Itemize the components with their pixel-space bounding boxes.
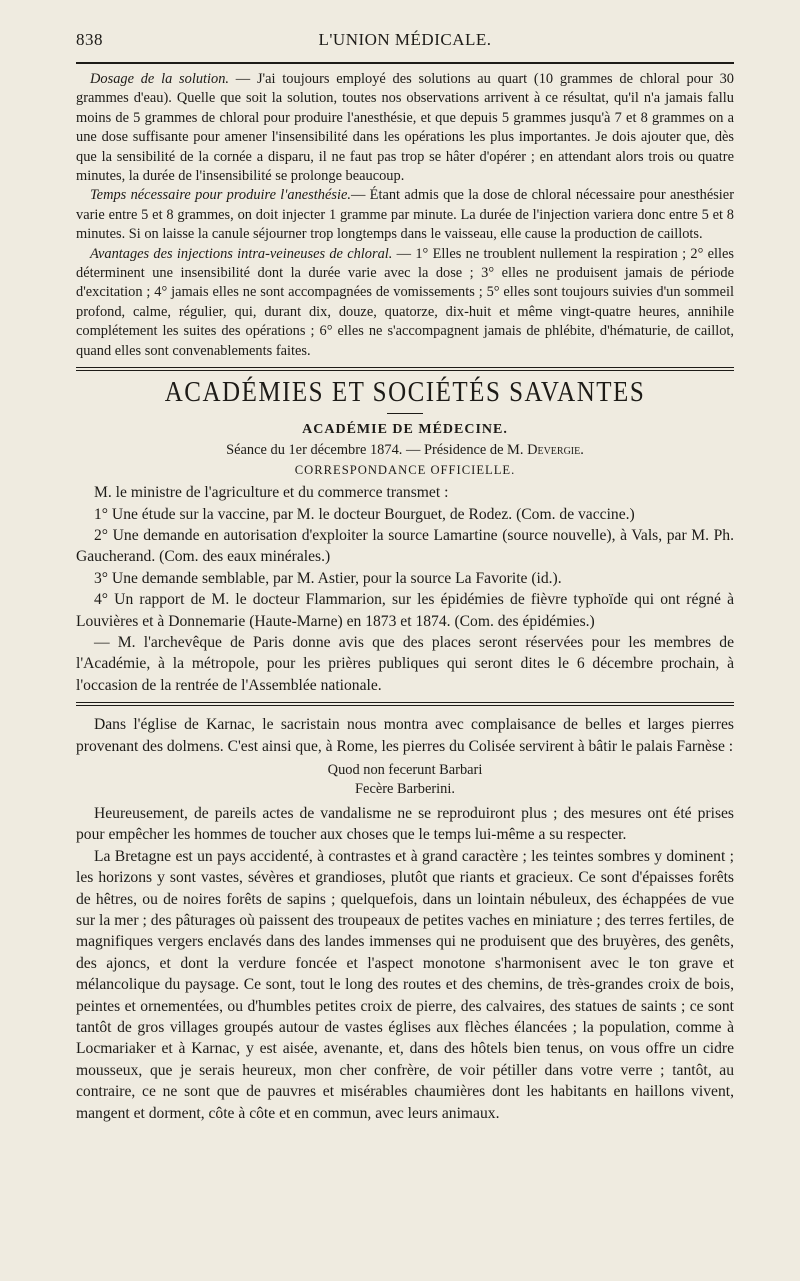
seance-line	[76, 442, 734, 459]
page-header	[76, 30, 734, 58]
correspondence-paragraph: 3° Une demande semblable, par M. Astier, pour la source La Favorite (id.).	[94, 569, 562, 587]
paragraph-dosage	[76, 70, 734, 186]
lead-in-dosage: Dosage de la solution.	[90, 71, 230, 87]
correspondence-paragraph: M. le ministre de l'agriculture et du commerce transmet :	[94, 484, 449, 502]
correspondence-paragraph: — M. l'archevêque de Paris donne avis que des places seront réservées pour les membres de l'Académie, à la métropole, pour les prières publiques qui seront dites le 6 décembre prochain, à l'occasion de la rentrée de l'Assemblée nationale.	[76, 633, 734, 694]
correspondence-paragraph: 2° Une demande en autorisation d'exploiter la source Lamartine (source nouvelle), à Vals, par M. Ph. Gaucherand. (Com. des eaux minérales.)	[76, 526, 734, 566]
section-divider	[76, 367, 734, 371]
paragraph-text: — J'ai toujours employé des solutions au quart (10 grammes de chloral pour 30 grammes d'eau). Quelle que soit la solution, toutes nos observations arrivent à ce résultat, qu'il n'a jamais fallu moins de 5 grammes de chloral pour produire l'anesthésie, et que depuis 5 grammes jusqu'à 7 et 8 grammes on a une dose suffisante pour amener l'insensibilité dans les opérations les plus importantes. Je dois ajouter que, dès que la sensibilité de la cornée a disparu, il ne faut pas trop se hâter d'opérer ; en attendant alors trois ou quatre minutes, la durée de l'insensibilité se prolonge beaucoup.	[76, 71, 735, 185]
paragraph-temps	[76, 186, 734, 244]
title-rule	[387, 413, 423, 414]
running-title: L'UNION MÉDICALE.	[318, 30, 492, 49]
feuilleton-paragraph: Dans l'église de Karnac, le sacristain nous montra avec complaisance de belles et larges pierres provenant des dolmens. C'est ainsi que, à Rome, les pierres du Colisée servirent à bâtir le palais Farnèse :	[76, 716, 734, 755]
feuilleton-paragraph: Heureusement, de pareils actes de vandalisme ne se reproduiront plus ; des mesures ont été prises pour empêcher les hommes de toucher aux choses que le temps lui-même a su respecter.	[76, 804, 734, 844]
feuilleton-paragraph: La Bretagne est un pays accidenté, à contrastes et à grand caractère ; les teintes sombres y dominent ; les horizons y sont vastes, sévères et grandioses, plutôt que riants et gracieux. Ce sont d'épaisses forêts de hêtres, ou de noires forêts de sapins ; quelquefois, dans un lointain nébuleux, des échappées de vue sur la mer ; des pâturages où paissent des troupeaux de petites vaches en miniature ; des terres fertiles, de magnifiques vergers enclavés dans des landes immenses qui ne produisent que des bruyères, des genêts, des ajoncs, et dont la verdure foncée et l'aspect monotone s'harmonisent avec le ton grave et mélancolique du paysage. Ce sont, tout le long des routes et des chemins, de très-grandes croix de bois, peintes et ornementées, ou d'humbles petites croix de pierre, des calvaires, des statues de saints ; ce sont tantôt de gros villages groupés autour de vastes églises aux flèches élancées ; la population, comme à Locmariaker et à Karnac, y est aisée, avenante, et, dans des hôtels bien tenus, on vous offre un cidre mousseux, que je serais heureux, mon cher confrère, de voir pétiller dans votre verre ; tantôt, au contraire, ce ne sont que de pauvres et misérables chaumières dont les habitants en haillons vivent, mangent et dorment, côte à côte et en commun, avec leurs animaux.	[76, 847, 734, 1122]
header-rule	[76, 62, 734, 64]
correspondence-heading: CORRESPONDANCE OFFICIELLE.	[294, 463, 516, 478]
paragraph-text: — 1° Elles ne troublent nullement la respiration ; 2° elles déterminent une insensibilité dont la durée varie avec la dose ; 3° elles ne produisent jamais de période d'excitation ; 4° jamais elles ne sont accompagnées de vomissements ; 5° elles sont toujours suivies d'un sommeil profond, calme, régulier, qui, durant dix, douze, quatorze, dix-huit et même vingt-quatre heures, annihile complétement les suites des opérations ; 6° elles ne s'accompagnent jamais de phlébite, d'hématurie, de caillot, quand elles sont convenablements faites.	[76, 245, 734, 359]
feuilleton-divider	[76, 702, 734, 706]
correspondence-paragraph: 4° Un rapport de M. le docteur Flammarion, sur les épidémies de fièvre typhoïde qui ont régné à Louvières et à Donnemarie (Haute-Marne) en 1873 et 1874. (Com. des épidémies.)	[76, 591, 734, 630]
page-number: 838	[76, 30, 103, 49]
correspondence-section	[76, 482, 734, 696]
latin-quote	[76, 761, 734, 799]
lead-in-avantages: Avantages des injections intra-veineuses de chloral.	[90, 245, 393, 262]
correspondence-paragraph: 1° Une étude sur la vaccine, par M. le docteur Bourguet, de Rodez. (Com. de vaccine.)	[94, 505, 635, 523]
seance-suffix: .	[580, 442, 584, 459]
quote-line: Fecère Barberini.	[355, 780, 455, 797]
feuilleton-section	[76, 714, 734, 1124]
paragraph-avantages	[76, 245, 734, 361]
chloral-section	[76, 70, 734, 361]
lead-in-temps: Temps nécessaire pour produire l'anesthésie.	[90, 187, 351, 204]
seance-president: Devergie	[527, 442, 581, 459]
paragraph-text: — Étant admis que la dose de chloral nécessaire pour anesthésier varie entre 5 et 8 grammes, on doit injecter 1 gramme par minute. La durée de l'injection variera donc entre 5 et 8 minutes. Si on laisse la canule séjourner trop longtemps dans le vaisseau, elle cause la production de caillots.	[76, 187, 734, 243]
academy-heading: ACADÉMIE DE MÉDECINE.	[302, 422, 508, 438]
section-title: ACADÉMIES ET SOCIÉTÉS SAVANTES	[164, 376, 646, 409]
seance-prefix: Séance du 1er décembre 1874. — Présidence de M.	[226, 442, 528, 459]
quote-line: Quod non fecerunt Barbari	[327, 761, 483, 778]
